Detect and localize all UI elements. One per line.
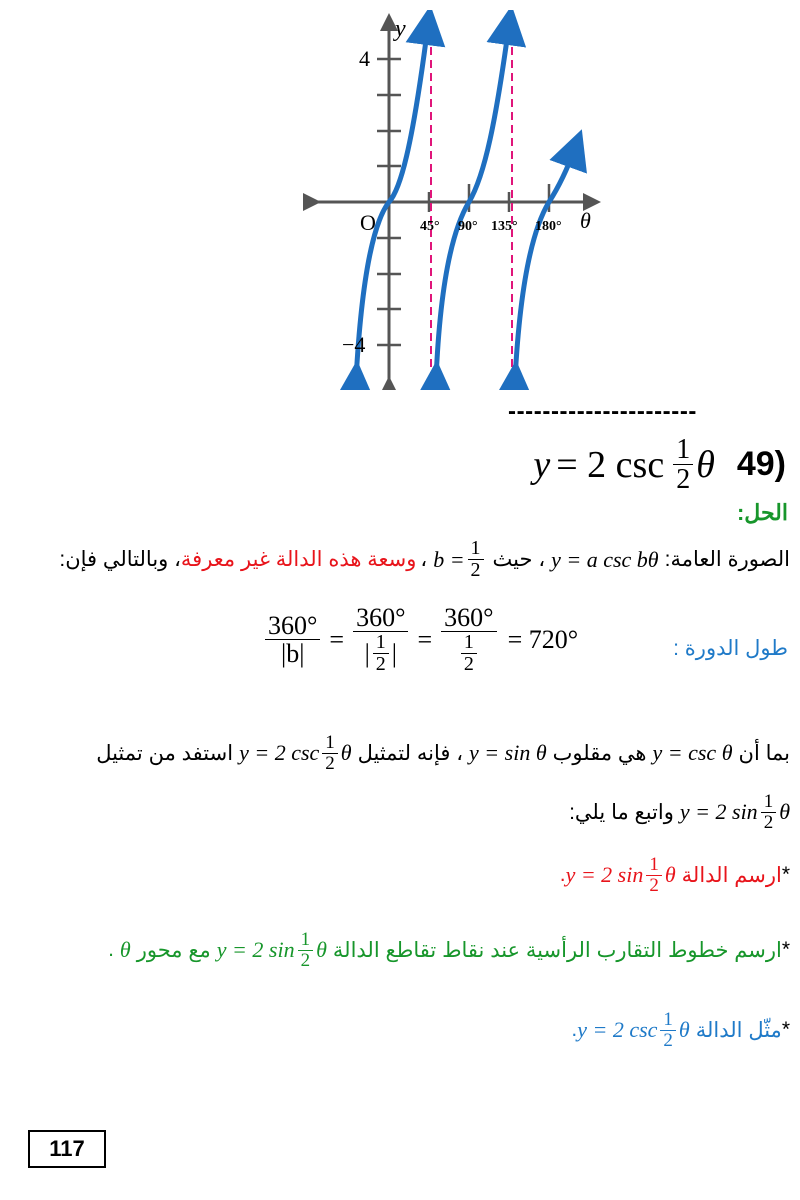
step-1-expr bbox=[566, 855, 676, 896]
problem-lhs: y bbox=[533, 443, 551, 486]
curve-branch-3 bbox=[515, 148, 575, 380]
step-2-theta: θ bbox=[119, 937, 131, 963]
y-tick-label-4: 4 bbox=[359, 46, 370, 71]
b-fraction bbox=[468, 538, 484, 581]
problem-49 bbox=[533, 435, 786, 495]
period-frac-3-inner-num: 1 bbox=[461, 632, 477, 654]
eq-sign-2: = bbox=[417, 624, 433, 654]
helper-expr-den: 2 bbox=[763, 811, 774, 833]
comma: ، bbox=[420, 548, 428, 571]
dashed-separator: ---------------------- bbox=[508, 398, 698, 425]
problem-fraction bbox=[673, 435, 693, 495]
x-tick-label-90: 90° bbox=[458, 219, 478, 234]
x-axis-label: θ bbox=[580, 208, 591, 233]
step-2-num: 1 bbox=[298, 930, 314, 951]
step-3-num: 1 bbox=[660, 1010, 676, 1031]
period-frac-2-inner-den: 2 bbox=[375, 653, 386, 676]
step-1-text: ارسم الدالة bbox=[681, 863, 782, 887]
target-expr-frac bbox=[322, 733, 338, 774]
fraction-denominator: 2 bbox=[676, 464, 691, 496]
eq-sign-1: = bbox=[329, 624, 345, 654]
period-frac-3-inner bbox=[461, 632, 477, 675]
step-2-expr-b: θ bbox=[316, 937, 327, 963]
target-expr-num: 1 bbox=[322, 733, 338, 754]
target-expr-a: y = 2 csc bbox=[239, 740, 320, 766]
step-2 bbox=[108, 930, 790, 971]
page-number: 117 bbox=[49, 1136, 85, 1161]
problem-var: θ bbox=[696, 443, 715, 486]
period-computation bbox=[262, 604, 578, 675]
general-form-text: الصورة العامة: bbox=[664, 548, 790, 571]
period-label: طول الدورة : bbox=[673, 637, 788, 660]
step-2-den: 2 bbox=[300, 949, 311, 971]
problem-eq: = 2 csc bbox=[556, 443, 665, 486]
period-frac-2-den: | $\frac{1}{2}$ | bbox=[364, 631, 397, 676]
amplitude-note: وسعة هذه الدالة غير معرفة bbox=[180, 548, 417, 571]
step-3-frac bbox=[660, 1010, 676, 1051]
step-1-end: . bbox=[559, 863, 566, 887]
period-frac-1-den: |b| bbox=[280, 639, 305, 669]
helper-expr-num: 1 bbox=[761, 792, 777, 813]
step-1-num: 1 bbox=[646, 855, 662, 876]
reciprocal-paragraph-line-2 bbox=[569, 792, 790, 833]
period-frac-3-num: 360° bbox=[441, 604, 496, 632]
helper-expr-b: θ bbox=[779, 799, 790, 825]
b-fraction-denominator: 2 bbox=[470, 559, 481, 581]
period-frac-3-den bbox=[455, 632, 483, 675]
since-text: بما أن bbox=[738, 741, 790, 765]
follow-text: واتبع ما يلي: bbox=[569, 800, 674, 824]
step-3-text: مثّل الدالة bbox=[695, 1018, 782, 1042]
y-axis-label: y bbox=[395, 16, 406, 42]
step-3-end: . bbox=[571, 1018, 578, 1042]
step-3-expr-a: y = 2 csc bbox=[577, 1017, 658, 1043]
helper-expr-a: y = 2 sin bbox=[679, 799, 758, 825]
target-expr bbox=[239, 733, 352, 774]
x-ticks bbox=[429, 184, 549, 212]
x-tick-label-135: 135° bbox=[491, 219, 518, 234]
step-2-expr bbox=[217, 930, 327, 971]
step-1-den: 2 bbox=[649, 874, 659, 896]
page-number-box bbox=[28, 1130, 106, 1168]
target-expr-b: θ bbox=[340, 740, 352, 766]
use-graph-text: استفد من تمثيل bbox=[96, 741, 234, 765]
period-frac-3 bbox=[441, 604, 496, 675]
step-3-expr bbox=[577, 1010, 690, 1051]
where-text: ، حيث bbox=[492, 548, 546, 571]
general-form-math: y = a csc bθ bbox=[551, 546, 659, 572]
step-3-star: * bbox=[781, 1018, 790, 1042]
solution-label: الحل: bbox=[736, 500, 788, 525]
b-fraction-numerator: 1 bbox=[468, 538, 484, 560]
step-2-text: ارسم خطوط التقارب الرأسية عند نقاط تقاطع الدالة bbox=[332, 938, 782, 962]
therefore-text: ، وبالتالي فإن: bbox=[59, 548, 181, 571]
period-frac-1 bbox=[265, 612, 320, 668]
general-form-line bbox=[5, 538, 790, 581]
csc-expr: y = csc θ bbox=[652, 740, 733, 766]
step-1-expr-a: y = 2 sin bbox=[565, 862, 644, 888]
step-2-frac bbox=[298, 930, 314, 971]
step-2-expr-a: y = 2 sin bbox=[216, 937, 295, 963]
step-3-den: 2 bbox=[663, 1029, 673, 1051]
step-2-end: . bbox=[108, 938, 114, 962]
step-2-text2: مع محور bbox=[136, 938, 211, 962]
step-3 bbox=[571, 1010, 790, 1051]
to-graph-text: ، فإنه لتمثيل bbox=[357, 741, 464, 765]
period-frac-2-inner bbox=[373, 632, 389, 675]
problem-number: 49) bbox=[736, 445, 786, 484]
b-value bbox=[433, 538, 486, 581]
step-1 bbox=[560, 855, 790, 896]
fraction-numerator: 1 bbox=[673, 435, 693, 465]
period-frac-2 bbox=[353, 604, 408, 675]
helper-expr bbox=[680, 792, 790, 833]
y-tick-label-neg4: −4 bbox=[342, 332, 366, 357]
target-expr-den: 2 bbox=[325, 752, 335, 774]
origin-label: O bbox=[360, 210, 376, 235]
x-tick-label-45: 45° bbox=[420, 219, 440, 234]
step-1-expr-b: θ bbox=[664, 862, 676, 888]
sin-expr: y = sin θ bbox=[469, 740, 547, 766]
reciprocal-paragraph-line-1 bbox=[5, 733, 790, 774]
period-frac-2-inner-num: 1 bbox=[373, 632, 389, 654]
step-1-star: * bbox=[781, 863, 790, 887]
csc-graph bbox=[300, 10, 610, 390]
step-2-star: * bbox=[781, 938, 790, 962]
period-frac-1-num: 360° bbox=[265, 612, 320, 640]
helper-expr-frac bbox=[761, 792, 777, 833]
is-reciprocal-text: هي مقلوب bbox=[552, 741, 647, 765]
step-3-expr-b: θ bbox=[678, 1017, 690, 1043]
b-equals: b = bbox=[433, 546, 465, 572]
period-frac-3-inner-den: 2 bbox=[463, 653, 474, 676]
step-1-frac bbox=[646, 855, 662, 896]
x-tick-label-180: 180° bbox=[535, 219, 562, 234]
period-result: = 720° bbox=[507, 624, 579, 654]
period-frac-2-num: 360° bbox=[353, 604, 408, 632]
